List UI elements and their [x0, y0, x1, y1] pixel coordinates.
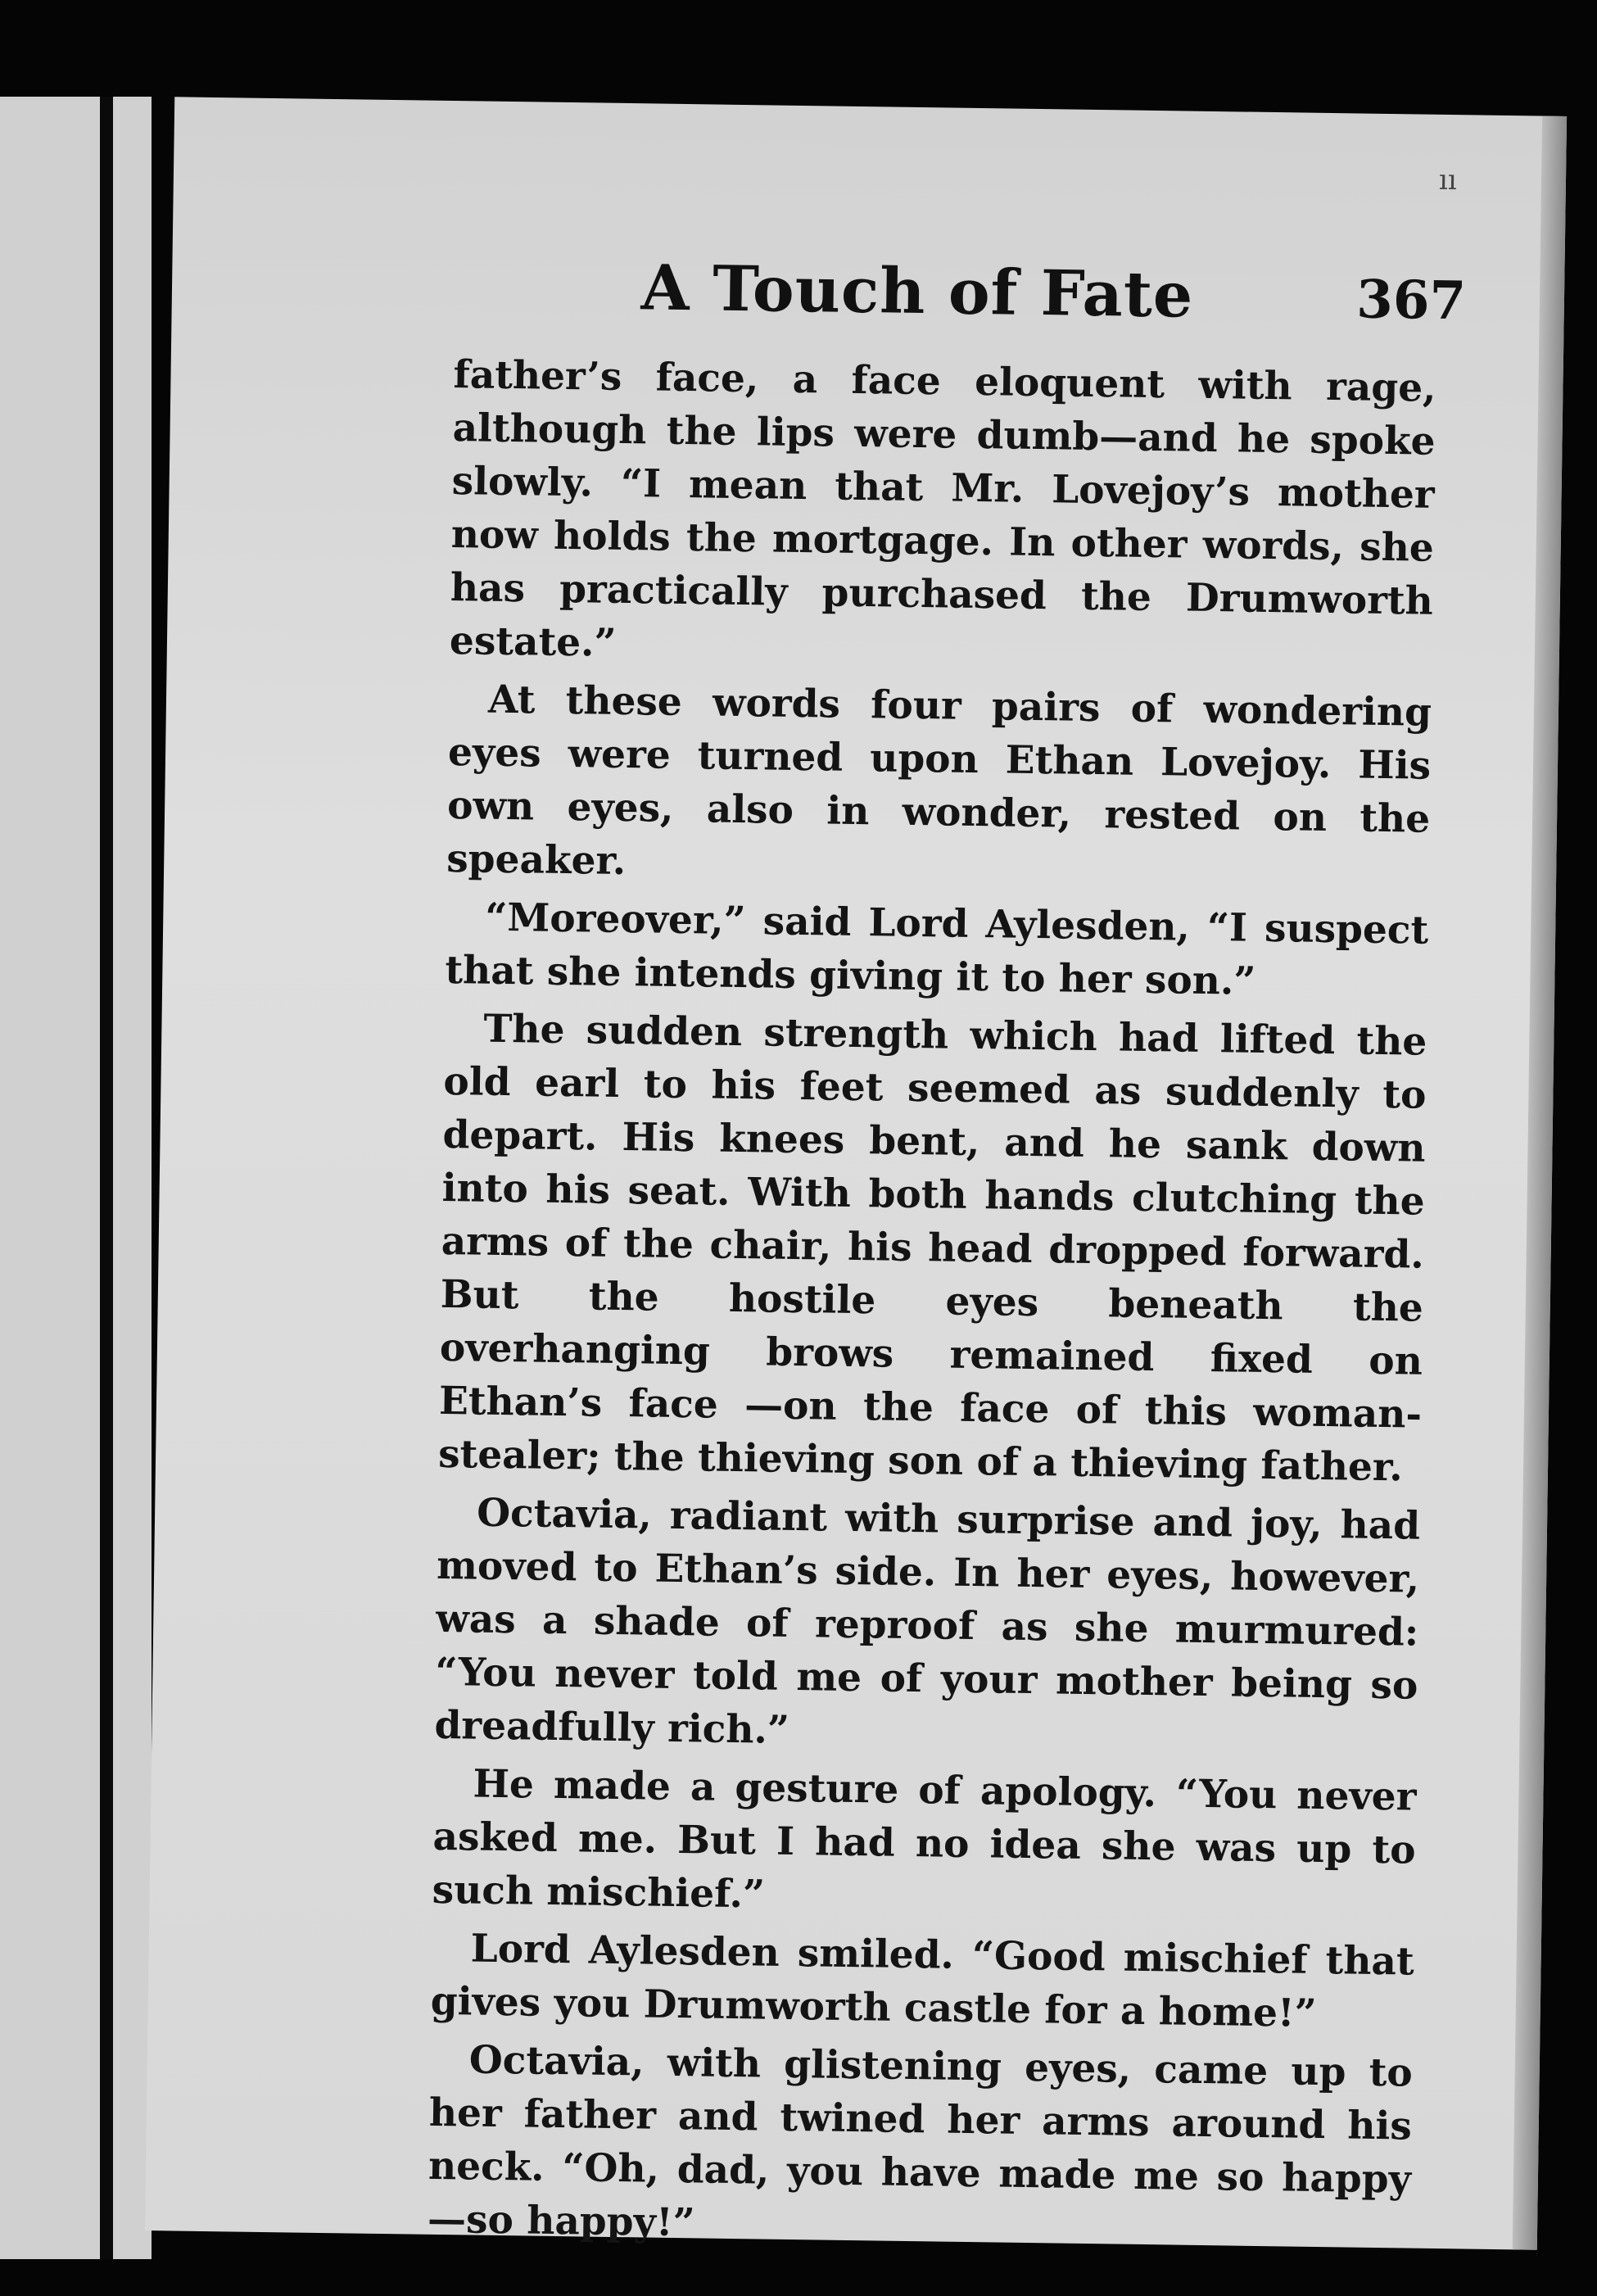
paragraph: father’s face, a face eloquent with rage, although the lips were dumb—and he spoke slowly. “I mean that Mr. Lovejoy’s mother now holds the mortgage. In other words, she has practically purchased the Drumworth estate.”	[449, 352, 1436, 666]
page-header	[548, 250, 1466, 353]
corner-mark: ıı	[1438, 163, 1458, 197]
paragraph: He made a gesture of apology. “You never asked me. But I had no idea she was up to such mischief.”	[432, 1761, 1417, 1918]
running-title: A Touch of Fate	[640, 251, 1194, 332]
page-edge-shadow	[1513, 116, 1567, 2250]
paragraph: “Moreover,” said Lord Aylesden, “I suspect that she intends giving it to her son.”	[445, 894, 1429, 1004]
page-number: 367	[1355, 269, 1467, 333]
paragraph: At these words four pairs of wondering eyes were turned upon Ethan Lovejoy. His own eyes, also in wonder, rested on the speaker.	[446, 677, 1432, 885]
paragraph: Lord Aylesden smiled. “Good mischief that gives you Drumworth castle for a home!”	[430, 1926, 1415, 2036]
book-page	[145, 97, 1567, 2249]
facing-page-edge	[0, 97, 152, 2259]
body-text	[428, 348, 1436, 2265]
book-gutter	[100, 97, 113, 2259]
paragraph: Octavia, with glistening eyes, came up to her father and twined her arms around his neck. “Oh, dad, you have made me so happy—so happy!”	[427, 2037, 1414, 2246]
paragraph: Octavia, radiant with surprise and joy, had moved to Ethan’s side. In her eyes, however, was a shade of reproof as she murmured: “You never told me of your mother being so dreadfully rich.”	[434, 1490, 1421, 1753]
paragraph: The sudden strength which had lifted the old earl to his feet seemed as suddenly to depart. His knees bent, and he sank down into his seat. With both hands clutching the arms of the chair, his head dropped forward. But the hostile eyes beneath the overhanging brows remained fixed on Ethan’s face —on the face of this woman-stealer; the thieving son of a thieving father.	[437, 1006, 1427, 1491]
